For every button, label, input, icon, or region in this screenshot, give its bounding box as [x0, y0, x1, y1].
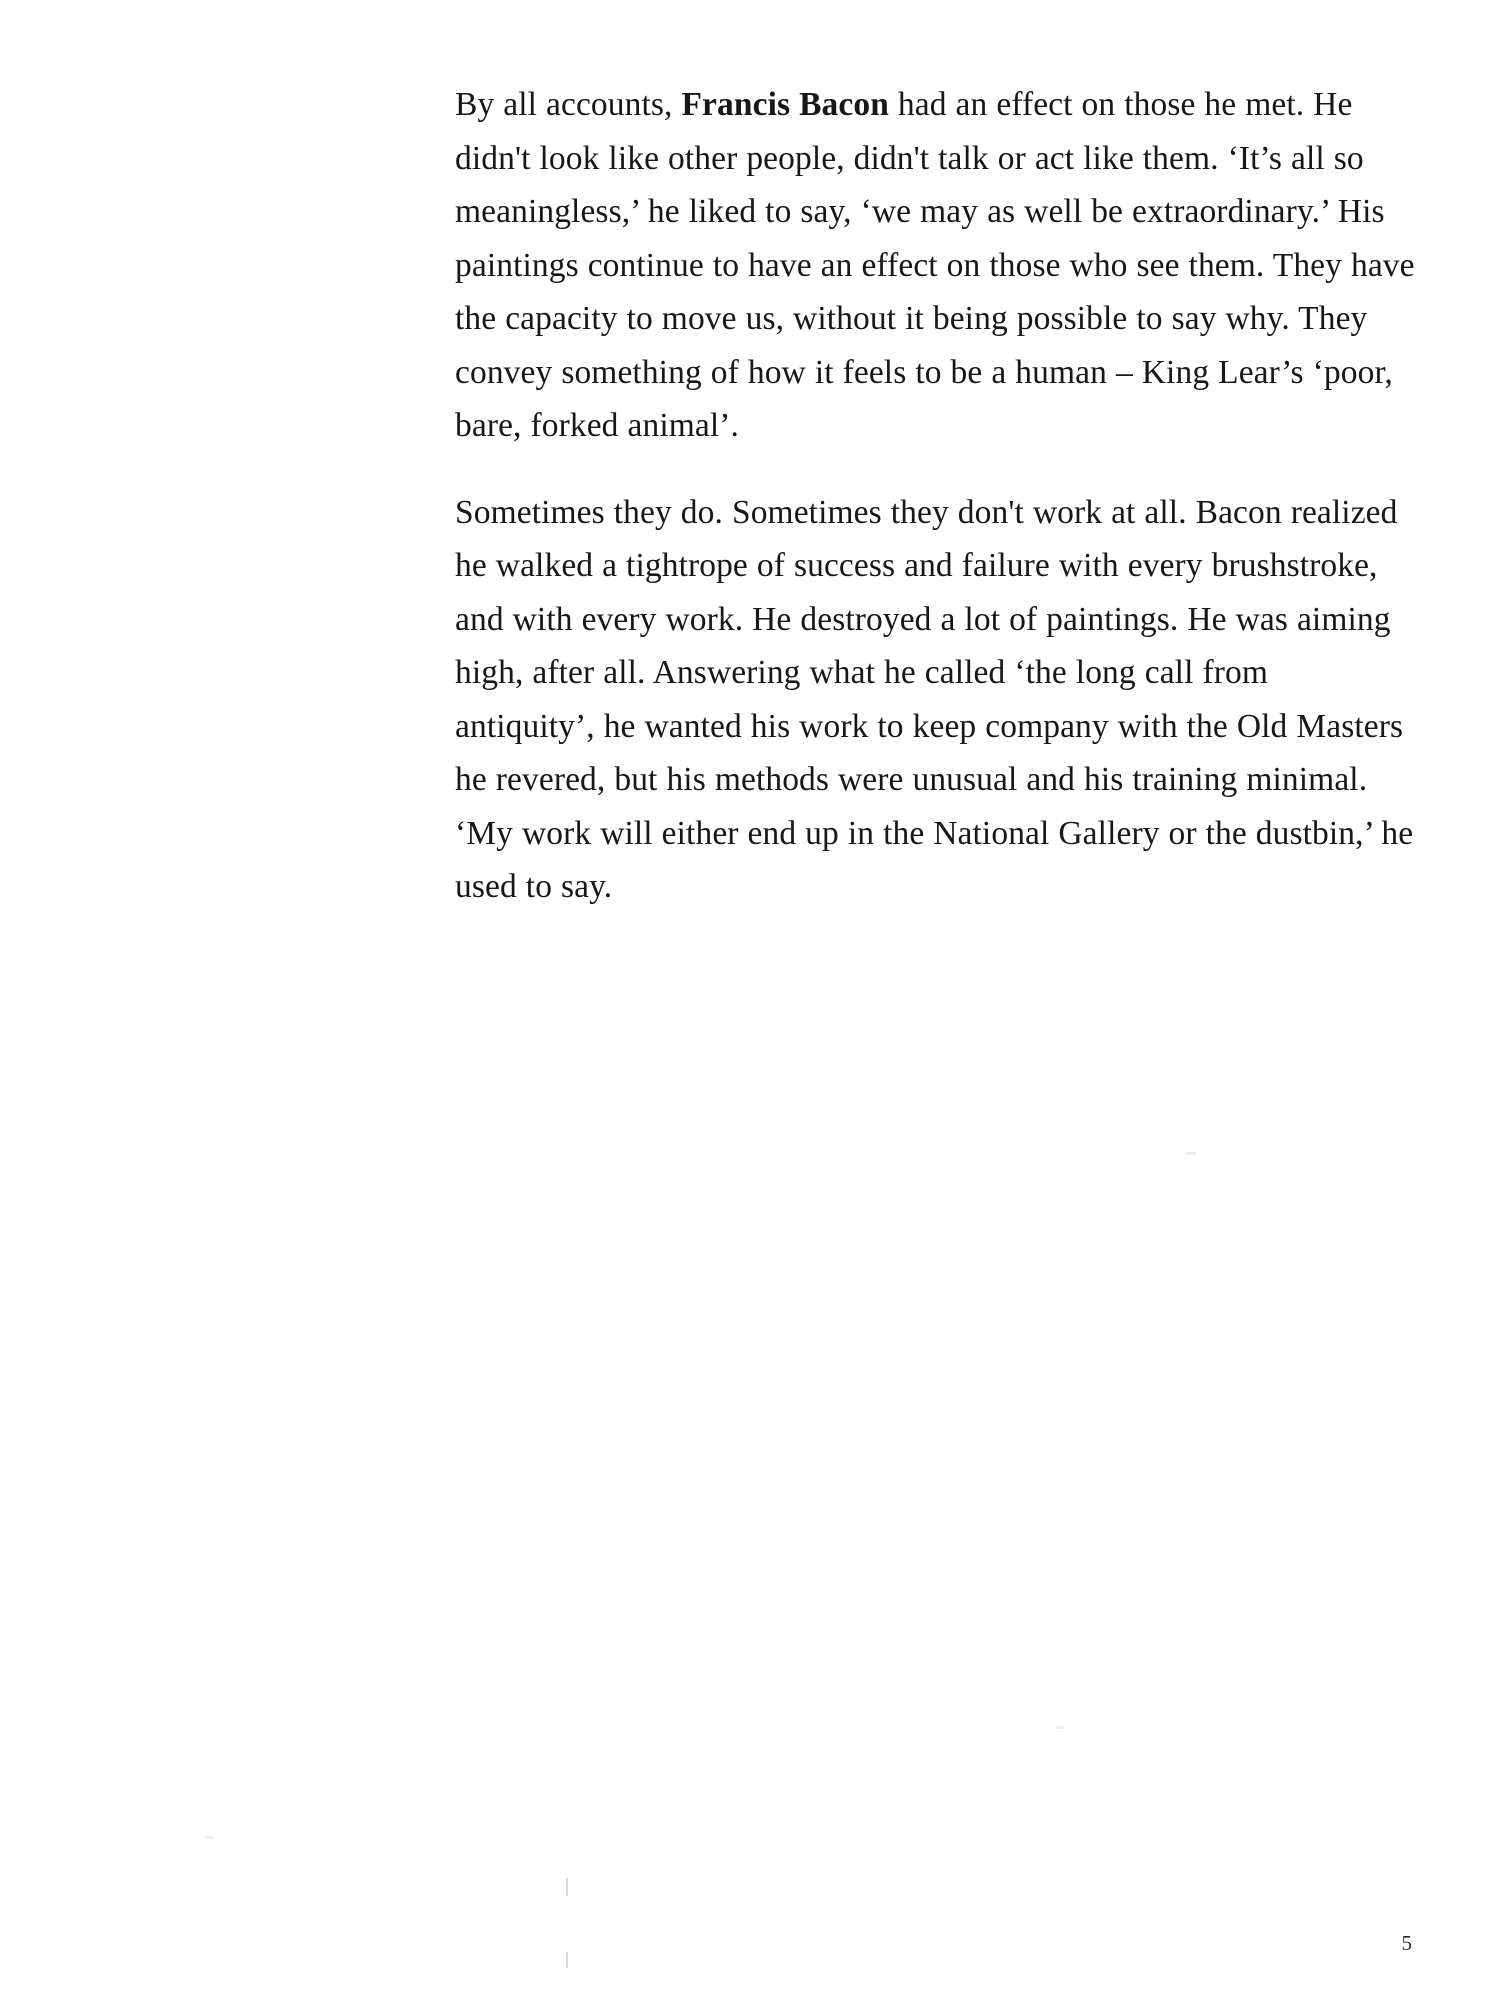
paragraph-1-lead: By all accounts, [455, 86, 682, 123]
paragraph-1-rest: had an effect on those he met. He didn't look like other people, didn't talk or act like them. ‘It’s all so meaningless,’ he liked to say, ‘we may as well be extraordinary.’ His paintings continue to have an effect on those who see them. They have the capacity to move us, without it being possible to say why. They convey something of how it feels to be a human – King Lear’s ‘poor, bare, forked animal’. [455, 86, 1415, 444]
scan-artifact-mark [1186, 1152, 1196, 1155]
subject-name-bold: Francis Bacon [681, 86, 889, 123]
body-text-column [455, 78, 1415, 947]
paragraph-2: Sometimes they do. Sometimes they don't work at all. Bacon realized he walked a tightrope of success and failure with every brushstroke, and with every work. He destroyed a lot of paintings. He was aiming high, after all. Answering what he called ‘the long call from antiquity’, he wanted his work to keep company with the Old Masters he revered, but his methods were unusual and his training minimal. ‘My work will either end up in the National Gallery or the dustbin,’ he used to say. [455, 493, 1414, 905]
page-number: 5 [1401, 1931, 1412, 1955]
scan-artifact-mark [566, 1878, 568, 1896]
scan-artifact-mark [566, 1952, 568, 1968]
paragraph-1 [455, 78, 1415, 453]
scan-artifact-mark [205, 1836, 214, 1839]
scan-artifact-mark [1056, 1726, 1064, 1729]
